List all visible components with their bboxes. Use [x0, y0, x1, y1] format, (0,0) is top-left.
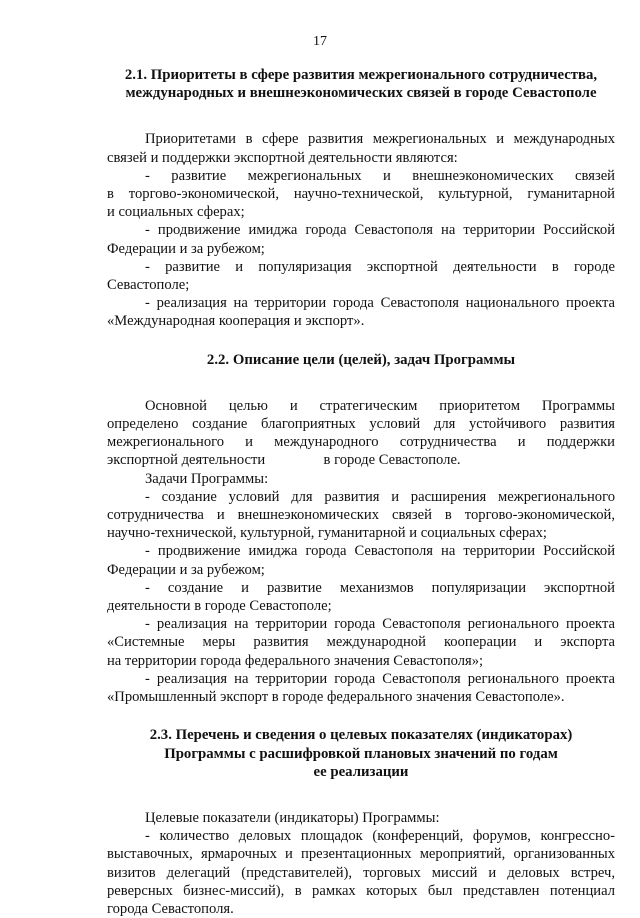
paragraph-line: выставочных, ярмарочных и презентационных мероприятий, организованных [107, 846, 615, 863]
paragraph-line: Основной целью и стратегическим приоритетом Программы [145, 397, 615, 414]
paragraph-line: Целевые показатели (индикаторы) Программы: [145, 809, 440, 826]
paragraph-line: - реализация на территории города Севастополя регионального проекта [145, 616, 615, 633]
paragraph-line: - реализация на территории города Севастополя национального проекта [145, 295, 615, 312]
paragraph-line: «Промышленный экспорт в городе федерального значения Севастополе». [107, 689, 565, 706]
paragraph-line: «Международная кооперация и экспорт». [107, 313, 365, 330]
paragraph-line: - продвижение имиджа города Севастополя на территории Российской [145, 543, 615, 560]
page-number: 17 [313, 34, 327, 49]
section-2-2-heading: 2.2. Описание цели (целей), задач Программы [206, 351, 516, 368]
paragraph-line: экспортной деятельности в городе Севастополе. [107, 452, 461, 469]
section-2-3-heading-line-1: 2.3. Перечень и сведения о целевых показателях (индикаторах) [149, 727, 573, 744]
paragraph-line: визитов делегаций (представителей), торговых миссий и деловых встреч, [107, 864, 615, 881]
paragraph-line: Федерации и за рубежом; [107, 240, 265, 257]
paragraph-line: «Системные меры развития международной кооперации и экспорта [107, 634, 615, 651]
paragraph-line: деятельности в городе Севастополе; [107, 598, 332, 615]
paragraph-line: Севастополе; [107, 277, 190, 294]
paragraph-line: - развитие и популяризация экспортной деятельности в городе [145, 258, 615, 275]
paragraph-line: - создание и развитие механизмов популяризации экспортной [145, 579, 615, 596]
paragraph-line: определено создание благоприятных условий для устойчивого развития [107, 416, 615, 433]
paragraph-line: на территории города федерального значения Севастополя»; [107, 652, 484, 669]
paragraph-line: - продвижение имиджа города Севастополя на территории Российской [145, 222, 615, 239]
section-2-1-heading-line-1: 2.1. Приоритеты в сфере развития межрегионального сотрудничества, [124, 67, 598, 83]
paragraph-line: - количество деловых площадок (конференций, форумов, конгрессно- [145, 828, 615, 845]
paragraph-line: связей и поддержки экспортной деятельности являются: [107, 149, 458, 166]
paragraph-line: реверсных бизнес-миссий), в рамках которых был представлен потенциал [107, 882, 615, 899]
paragraph-line: Федерации и за рубежом; [107, 561, 265, 578]
paragraph-line: Задачи Программы: [145, 470, 269, 487]
paragraph-line: сотрудничества и внешнеэкономических связей в торгово-экономической, [107, 507, 615, 524]
paragraph-line: и социальных сферах; [107, 204, 245, 221]
paragraph-line: - развитие межрегиональных и внешнеэкономических связей [145, 167, 615, 184]
paragraph-line: в торгово-экономической, научно-технической, культурной, гуманитарной [107, 186, 615, 203]
section-2-3-heading-line-2: Программы с расшифровкой плановых значений по годам [164, 745, 558, 762]
section-2-3-heading-line-3: ее реализации [313, 763, 409, 780]
paragraph-line: межрегионального и международного сотрудничества и поддержки [107, 434, 615, 451]
section-2-1-heading-line-2: международных и внешнеэкономических связей в городе Севастополе [125, 85, 597, 102]
paragraph-line: Приоритетами в сфере развития межрегиональных и международных [145, 131, 615, 148]
paragraph-line: научно-технической, культурной, гуманитарной и социальных сферах; [107, 525, 547, 542]
paragraph-line: - реализация на территории города Севастополя регионального проекта [145, 670, 615, 687]
document-body [107, 66, 615, 918]
paragraph-line: - создание условий для развития и расширения межрегионального [145, 488, 615, 505]
paragraph-line: города Севастополя. [107, 900, 234, 917]
